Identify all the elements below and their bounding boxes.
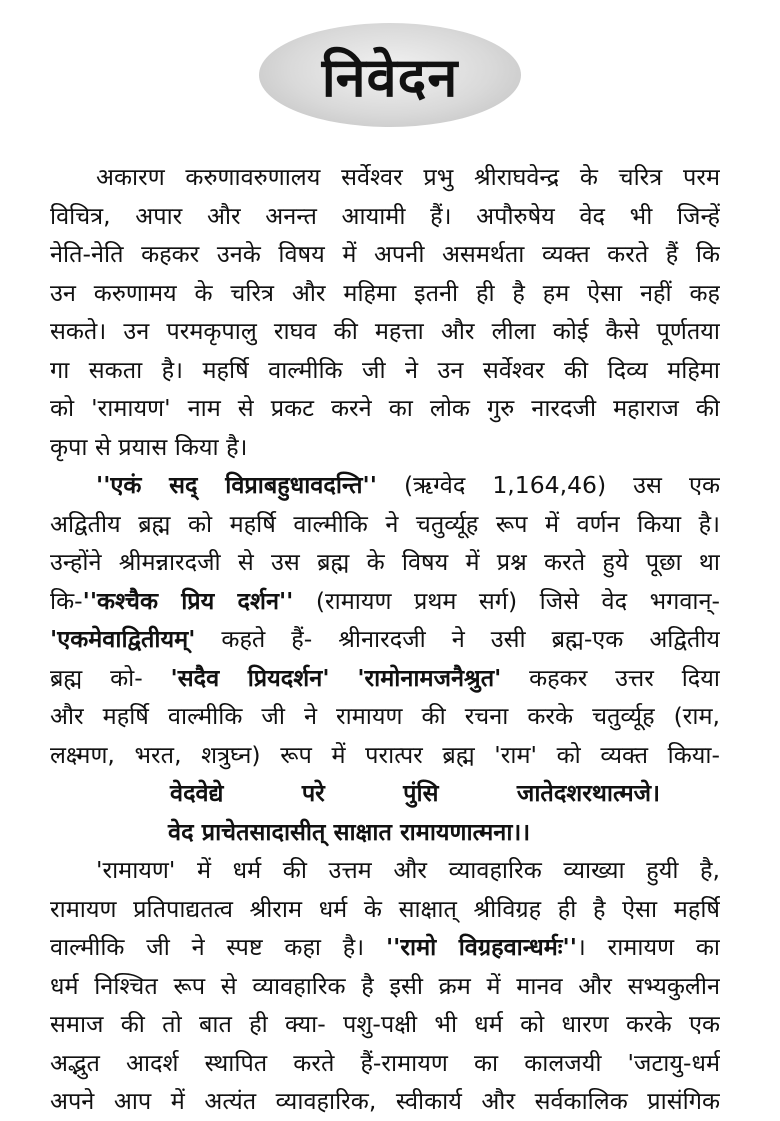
quote-bold: ''रामो विग्रहवान्धर्मः'' bbox=[385, 933, 577, 961]
quote-bold: ''कश्चैक प्रिय दर्शन'' bbox=[82, 586, 294, 615]
text-span: कहते हैं- श्रीनारदजी ने उसी ब्रह्म-एक अद्वितीय bbox=[195, 625, 720, 653]
text-line: सकते। उन परमकृपालु राघव की महत्ता और लीला कोई कैसे पूर्णतया bbox=[50, 317, 720, 345]
text-line: उन करुणामय के चरित्र और महिमा इतनी ही है हम ऐसा नहीं कह bbox=[50, 278, 720, 307]
text-span: (ऋग्वेद 1,164,46) उस एक bbox=[376, 471, 720, 499]
text-line: उन्होंने श्रीमन्नारदजी से उस ब्रह्म के विषय में प्रश्न करते हुये पूछा था bbox=[50, 548, 720, 576]
text-span: ब्रह्म को- bbox=[50, 663, 171, 692]
text-line: अद्वितीय ब्रह्म को महर्षि वाल्मीकि ने चतुर्व्यूह रूप में वर्णन किया है। bbox=[50, 509, 720, 538]
text-line: अद्भुत आदर्श स्थापित करते हैं-रामायण का कालजयी 'जटायु-धर्म bbox=[50, 1048, 720, 1077]
text-line bbox=[50, 620, 720, 659]
text-span: । रामायण का bbox=[576, 933, 720, 961]
text-line bbox=[50, 582, 720, 621]
text-line: धर्म निश्चित रूप से व्यावहारिक है इसी क्रम में मानव और सभ्यकुलीन bbox=[50, 971, 720, 1000]
text-line: रामायण प्रतिपाद्यतत्व श्रीराम धर्म के साक्षात् श्रीविग्रह ही है ऐसा महर्षि bbox=[50, 894, 720, 923]
quote-bold: 'रामोनामजनैश्रुत' bbox=[357, 663, 502, 692]
text-line bbox=[50, 928, 720, 967]
text-span: (रामायण प्रथम सर्ग) जिसे वेद भगवान्- bbox=[293, 586, 720, 615]
title-ellipse bbox=[259, 23, 521, 127]
text-line bbox=[50, 466, 720, 505]
text-span: कि- bbox=[50, 586, 83, 615]
verse-line: वेद प्राचेतसादासीत् साक्षात रामायणात्मना।। bbox=[168, 817, 531, 846]
title-banner bbox=[0, 20, 780, 130]
text-line: कृपा से प्रयास किया है। bbox=[50, 432, 248, 461]
text-line: विचित्र, अपार और अनन्त आयामी हैं। अपौरुषेय वेद भी जिन्हें bbox=[50, 201, 720, 230]
quote-bold: 'सदैव प्रियदर्शन' bbox=[170, 663, 330, 692]
text-line: और महर्षि वाल्मीकि जी ने रामायण की रचना करके चतुर्व्यूह (राम, bbox=[50, 702, 720, 730]
text-line: लक्ष्मण, भरत, शत्रुघ्न) रूप में परात्पर ब्रह्म 'राम' को व्यक्त किया- bbox=[50, 740, 720, 769]
body-text bbox=[50, 158, 720, 1121]
text-line: समाज की तो बात ही क्या- पशु-पक्षी भी धर्म को धारण करके एक bbox=[50, 1010, 720, 1038]
text-line: नेति-नेति कहकर उनके विषय में अपनी असमर्थता व्यक्त करते हैं कि bbox=[50, 240, 720, 268]
text-line: को 'रामायण' नाम से प्रकट करने का लोक गुरु नारदजी महाराज की bbox=[50, 394, 720, 422]
quote-bold: ''एकं सद् विप्राबहुधावदन्ति'' bbox=[96, 471, 377, 499]
text-line: 'रामायण' में धर्म की उत्तम और व्यावहारिक व्याख्या हुयी है, bbox=[96, 856, 720, 884]
text-line bbox=[50, 659, 720, 698]
quote-bold: 'एकमेवाद्वितीयम्' bbox=[50, 625, 196, 653]
verse-line: वेदवेद्ये परे पुंसि जातेदशरथात्मजे। bbox=[170, 779, 660, 807]
text-span bbox=[330, 664, 358, 692]
text-span: कहकर उत्तर दिया bbox=[501, 663, 720, 692]
text-line: अकारण करुणावरुणालय सर्वेश्वर प्रभु श्रीराघवेन्द्र के चरित्र परम bbox=[96, 163, 720, 191]
text-line: अपने आप में अत्यंत व्यावहारिक, स्वीकार्य और सर्वकालिक प्रासंगिक bbox=[50, 1087, 720, 1115]
text-line: गा सकता है। महर्षि वाल्मीकि जी ने उन सर्वेश्वर की दिव्य महिमा bbox=[50, 355, 720, 384]
text-span: वाल्मीकि जी ने स्पष्ट कहा है। bbox=[50, 933, 386, 961]
page-title: निवेदन bbox=[321, 46, 459, 109]
